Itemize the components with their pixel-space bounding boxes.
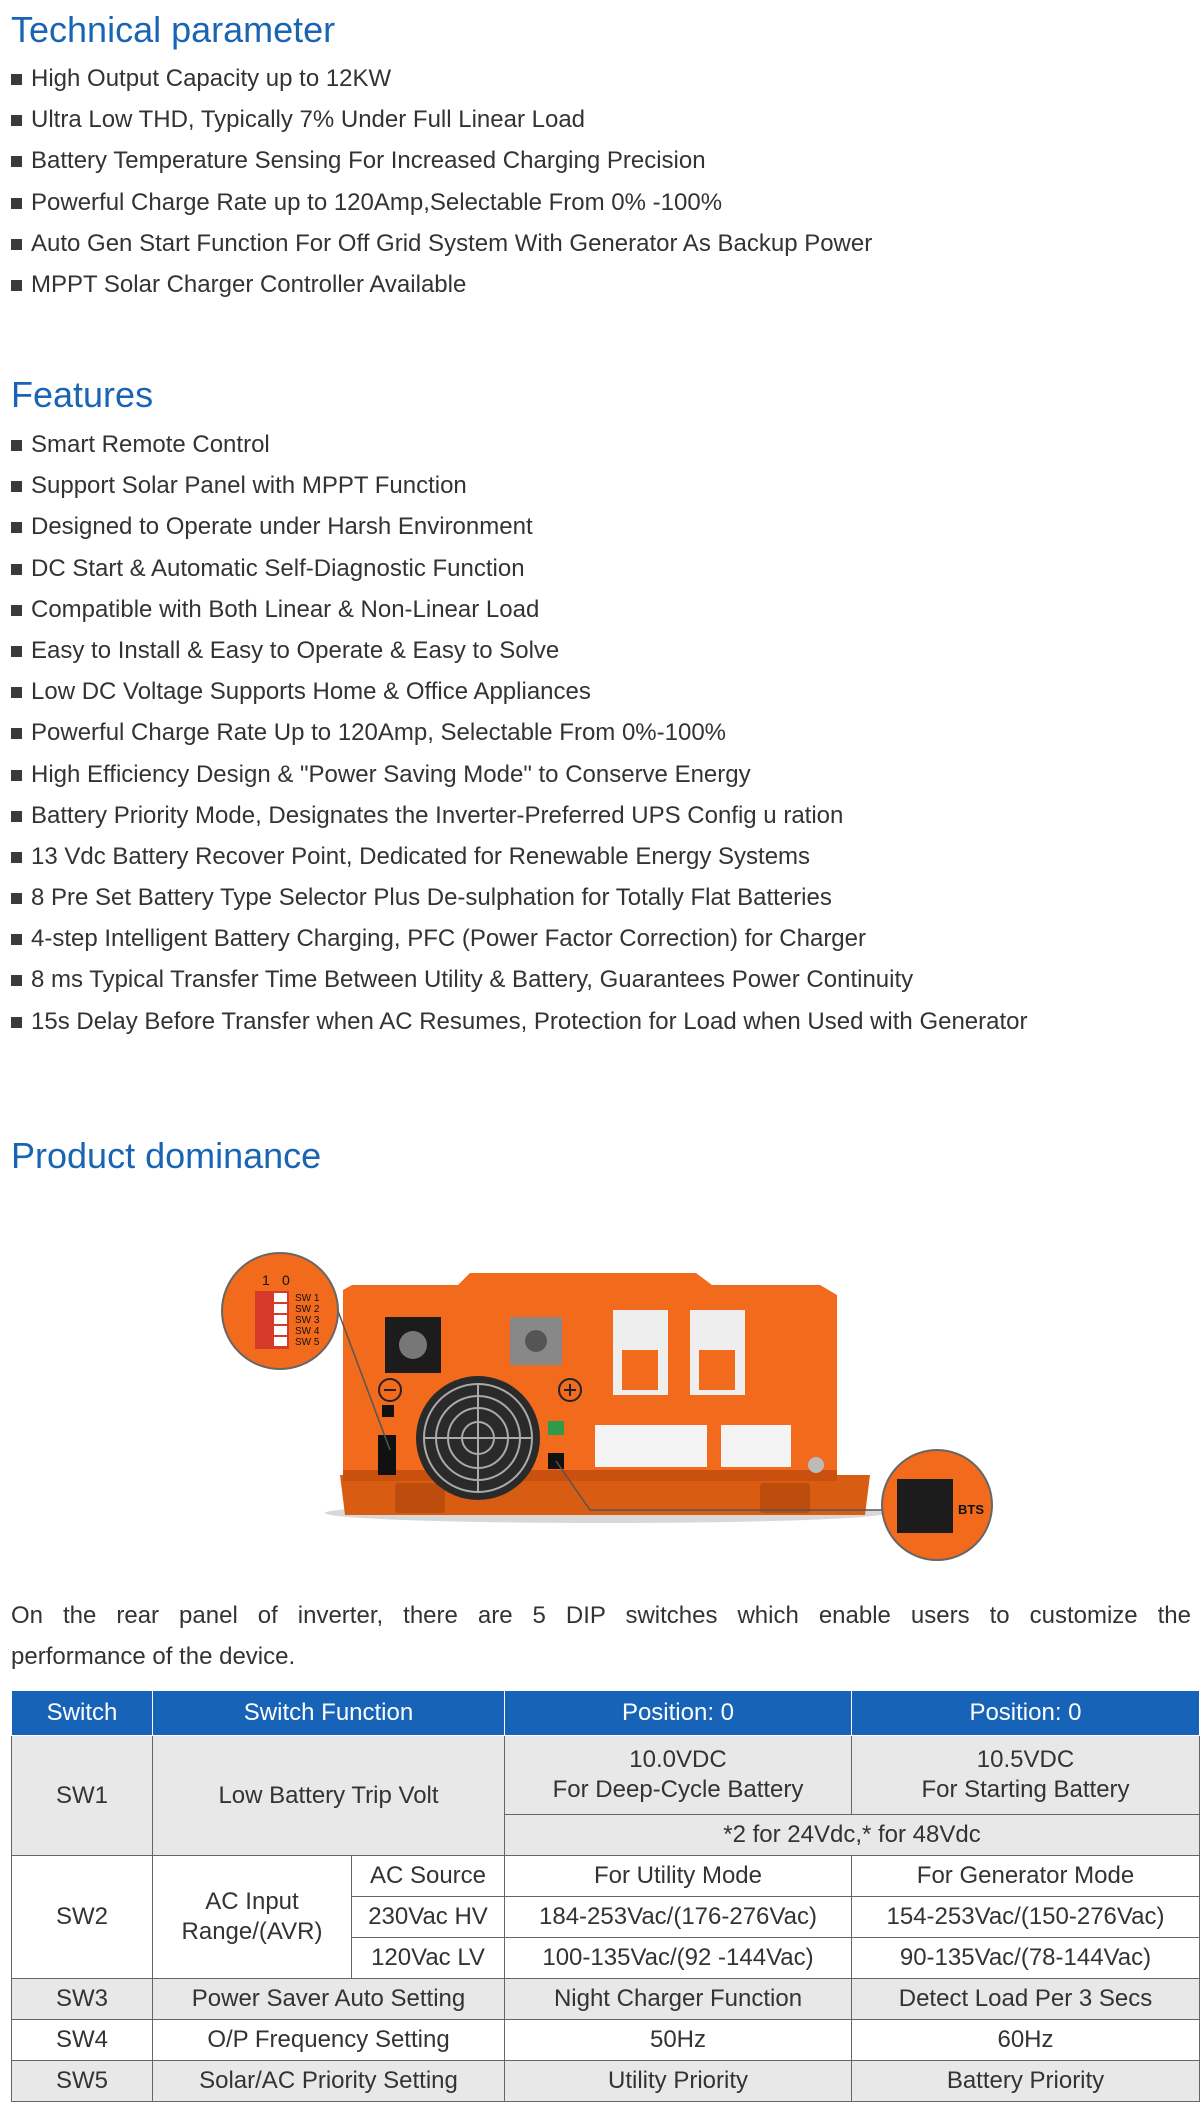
intro-line-1: On the rear panel of inverter, there are 5 DIP switches which enable users to customize the	[11, 1602, 1191, 1629]
dc-terminal-block	[721, 1425, 791, 1467]
list-item: Smart Remote Control	[11, 424, 1028, 465]
bullet-square-icon	[11, 1017, 22, 1028]
list-item: 13 Vdc Battery Recover Point, Dedicated for Renewable Energy Systems	[11, 836, 1028, 877]
cell-line: Range/(AVR)	[181, 1918, 323, 1945]
terminal-bolt	[399, 1331, 427, 1359]
inverter-rear-panel-image	[0, 1225, 1203, 1565]
bullet-square-icon	[11, 239, 22, 250]
bullet-square-icon	[11, 198, 22, 209]
list-item: Designed to Operate under Harsh Environment	[11, 506, 1028, 547]
dip-header-0: 0	[282, 1272, 290, 1288]
dip-label: SW 4	[295, 1326, 320, 1337]
list-item: Powerful Charge Rate Up to 120Amp, Selectable From 0%-100%	[11, 712, 1028, 753]
list-item: Auto Gen Start Function For Off Grid System With Generator As Backup Power	[11, 223, 872, 264]
header-position-1: Position: 0	[852, 1691, 1200, 1736]
dip-switch-toggle	[274, 1293, 287, 1302]
intro-paragraph	[11, 1595, 1191, 1677]
function-cell: Power Saver Auto Setting	[153, 1979, 505, 2020]
table-header-row	[12, 1691, 1200, 1736]
cell-line: For Deep-Cycle Battery	[552, 1776, 804, 1803]
bullet-square-icon	[11, 687, 22, 698]
table-row	[12, 1979, 1200, 2020]
dip-header-1: 1	[262, 1272, 270, 1288]
function-cell: O/P Frequency Setting	[153, 2020, 505, 2061]
list-item: 8 ms Typical Transfer Time Between Utility & Battery, Guarantees Power Continuity	[11, 959, 1028, 1000]
list-item: High Efficiency Design & "Power Saving Mode" to Conserve Energy	[11, 754, 1028, 795]
list-item: Ultra Low THD, Typically 7% Under Full Linear Load	[11, 99, 872, 140]
list-item: Easy to Install & Easy to Operate & Easy to Solve	[11, 630, 1028, 671]
cell-line: For Starting Battery	[921, 1776, 1130, 1803]
list-item: Compatible with Both Linear & Non-Linear Load	[11, 589, 1028, 630]
function-cell: Solar/AC Priority Setting	[153, 2061, 505, 2102]
bullet-square-icon	[11, 975, 22, 986]
dip-switch-toggle	[274, 1337, 287, 1346]
intro-line-2: performance of the device.	[11, 1643, 296, 1670]
bullet-square-icon	[11, 522, 22, 533]
position-0-cell	[505, 1736, 852, 1815]
ac-terminal-block	[595, 1425, 707, 1467]
list-item: Powerful Charge Rate up to 120Amp,Selectable From 0% -100%	[11, 182, 872, 223]
cell-line: 10.5VDC	[976, 1746, 1075, 1773]
features-list	[11, 424, 1028, 1042]
position-0-cell: For Utility Mode	[505, 1856, 852, 1897]
table-row	[12, 1856, 1200, 1897]
bullet-square-icon	[11, 481, 22, 492]
position-0-cell: Utility Priority	[505, 2061, 852, 2102]
sub-cell: AC Source	[352, 1856, 505, 1897]
bts-label: BTS	[958, 1502, 984, 1517]
bullet-square-icon	[11, 811, 22, 822]
cell-line: AC Input	[205, 1888, 299, 1915]
position-1-cell: Detect Load Per 3 Secs	[852, 1979, 1200, 2020]
list-item: Battery Priority Mode, Designates the Inverter-Preferred UPS Config u ration	[11, 795, 1028, 836]
switch-cell: SW2	[12, 1856, 153, 1979]
table-row	[12, 2020, 1200, 2061]
bullet-square-icon	[11, 115, 22, 126]
position-1-cell: 154-253Vac/(150-276Vac)	[852, 1897, 1200, 1938]
position-0-cell: 100-135Vac/(92 -144Vac)	[505, 1938, 852, 1979]
switch-cell: SW1	[12, 1736, 153, 1856]
ground-screw	[808, 1457, 824, 1473]
switch-cell: SW3	[12, 1979, 153, 2020]
terminal-bolt	[525, 1330, 547, 1352]
remote-port	[382, 1405, 394, 1417]
list-item: Battery Temperature Sensing For Increased Charging Precision	[11, 140, 872, 181]
function-cell	[153, 1856, 352, 1979]
position-1-cell: For Generator Mode	[852, 1856, 1200, 1897]
breaker-switch	[699, 1350, 735, 1390]
function-cell: Low Battery Trip Volt	[153, 1736, 505, 1856]
dip-switch-toggle	[274, 1326, 287, 1335]
position-1-cell	[852, 1736, 1200, 1815]
position-1-cell: 90-135Vac/(78-144Vac)	[852, 1938, 1200, 1979]
foot-right	[760, 1483, 810, 1513]
position-0-cell: 50Hz	[505, 2020, 852, 2061]
dip-switch-table	[11, 1690, 1200, 2102]
header-switch-function: Switch Function	[153, 1691, 505, 1736]
bullet-square-icon	[11, 440, 22, 451]
dip-label: SW 3	[295, 1315, 320, 1326]
dip-switch-toggle	[274, 1315, 287, 1324]
dip-label: SW 1	[295, 1293, 320, 1304]
bullet-square-icon	[11, 852, 22, 863]
switch-cell: SW5	[12, 2061, 153, 2102]
list-item: 4-step Intelligent Battery Charging, PFC (Power Factor Correction) for Charger	[11, 918, 1028, 959]
breaker-switch	[622, 1350, 658, 1390]
cell-line: 10.0VDC	[629, 1746, 727, 1773]
bullet-square-icon	[11, 156, 22, 167]
sub-cell: 230Vac HV	[352, 1897, 505, 1938]
foot-left	[395, 1483, 445, 1513]
dip-label: SW 2	[295, 1304, 320, 1315]
note-cell: *2 for 24Vdc,* for 48Vdc	[505, 1815, 1200, 1856]
features-title: Features	[11, 374, 154, 415]
product-dominance-title: Product dominance	[11, 1135, 322, 1176]
table-row	[12, 1736, 1200, 1815]
bullet-square-icon	[11, 605, 22, 616]
switch-cell: SW4	[12, 2020, 153, 2061]
technical-parameter-list	[11, 58, 872, 305]
bullet-square-icon	[11, 770, 22, 781]
position-1-cell: 60Hz	[852, 2020, 1200, 2061]
bullet-square-icon	[11, 74, 22, 85]
header-switch: Switch	[12, 1691, 153, 1736]
dip-label: SW 5	[295, 1337, 320, 1348]
position-0-cell: 184-253Vac/(176-276Vac)	[505, 1897, 852, 1938]
header-position-0: Position: 0	[505, 1691, 852, 1736]
bullet-square-icon	[11, 893, 22, 904]
list-item: 15s Delay Before Transfer when AC Resumes, Protection for Load when Used with Generator	[11, 1001, 1028, 1042]
position-1-cell: Battery Priority	[852, 2061, 1200, 2102]
list-item: High Output Capacity up to 12KW	[11, 58, 872, 99]
bullet-square-icon	[11, 564, 22, 575]
list-item: Low DC Voltage Supports Home & Office Appliances	[11, 671, 1028, 712]
green-connector	[548, 1421, 564, 1435]
list-item: Support Solar Panel with MPPT Function	[11, 465, 1028, 506]
list-item: DC Start & Automatic Self-Diagnostic Function	[11, 548, 1028, 589]
bullet-square-icon	[11, 646, 22, 657]
bts-port-closeup	[897, 1479, 953, 1533]
list-item: MPPT Solar Charger Controller Available	[11, 264, 872, 305]
position-0-cell: Night Charger Function	[505, 1979, 852, 2020]
bullet-square-icon	[11, 280, 22, 291]
sub-cell: 120Vac LV	[352, 1938, 505, 1979]
list-item: 8 Pre Set Battery Type Selector Plus De-sulphation for Totally Flat Batteries	[11, 877, 1028, 918]
dip-switch-toggle	[274, 1304, 287, 1313]
bullet-square-icon	[11, 728, 22, 739]
table-row	[12, 2061, 1200, 2102]
technical-parameter-title: Technical parameter	[11, 9, 336, 50]
body-bottom-edge	[343, 1470, 837, 1481]
bullet-square-icon	[11, 934, 22, 945]
